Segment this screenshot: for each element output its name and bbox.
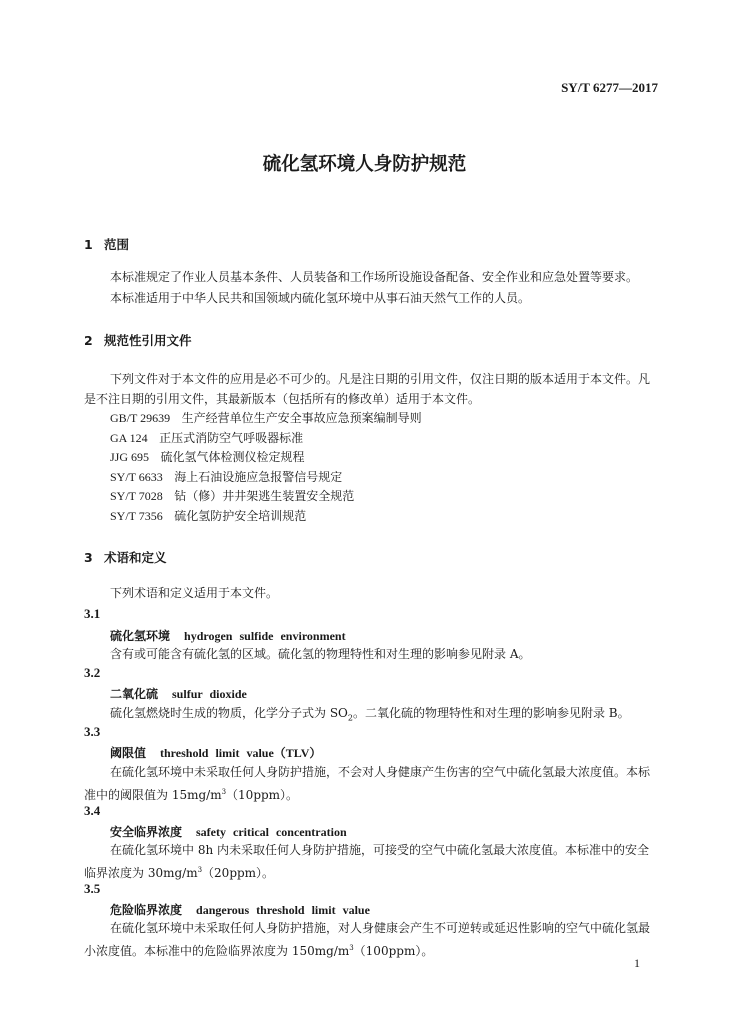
term-number: 3.1 xyxy=(84,606,101,621)
definition-text: （20ppm）。 xyxy=(202,865,275,880)
term-definition xyxy=(84,763,659,805)
scope-paragraph: 本标准适用于中华人民共和国领域内硫化氢环境中从事石油天然气工作的人员。 xyxy=(110,291,531,305)
reference-code: GB/T 29639 xyxy=(110,411,171,425)
term-definition: 含有或可能含有硫化氢的区域。硫化氢的物理特性和对生理的影响参见附录 A。 xyxy=(110,647,531,661)
term-chinese: 硫化氢环境 xyxy=(110,629,171,643)
subscript: 2 xyxy=(347,713,353,723)
section-number: 2 xyxy=(84,333,93,348)
term-chinese: 危险临界浓度 xyxy=(110,903,183,917)
superscript: 3 xyxy=(221,787,227,796)
section-heading-scope xyxy=(84,235,129,253)
term-chinese: 阈限值 xyxy=(110,746,147,760)
term-number: 3.5 xyxy=(84,881,101,896)
term-definition xyxy=(84,841,659,883)
term-number: 3.4 xyxy=(84,803,101,818)
term-number: 3.2 xyxy=(84,665,101,680)
reference-code: JJG 695 xyxy=(110,450,150,464)
reference-item xyxy=(110,507,306,527)
term-chinese: 二氧化硫 xyxy=(110,687,159,701)
section-heading-terms xyxy=(84,548,167,566)
definition-text: （10ppm）。 xyxy=(226,787,299,802)
term-definition xyxy=(84,919,659,961)
reference-title: 硫化氢气体检测仪检定规程 xyxy=(160,450,305,464)
reference-item xyxy=(110,429,303,449)
definition-text: 硫化氢燃烧时生成的物质，化学分子式为 SO xyxy=(110,706,348,720)
term-heading xyxy=(110,823,347,840)
reference-title: 钻（修）井井架逃生装置安全规范 xyxy=(174,489,355,503)
reference-item xyxy=(110,468,342,488)
definition-text: 在硫化氢环境中 8h 内未采取任何人身防护措施，可接受的空气中硫化氢最大浓度值。本标准中的安全临界浓度为 30mg/m xyxy=(84,843,649,880)
term-heading xyxy=(110,901,370,918)
term-number: 3.3 xyxy=(84,724,101,739)
terms-intro: 下列术语和定义适用于本文件。 xyxy=(110,586,279,600)
section-number: 1 xyxy=(84,237,93,252)
reference-title: 生产经营单位生产安全事故应急预案编制导则 xyxy=(181,411,422,425)
definition-text: 在硫化氢环境中未采取任何人身防护措施，不会对人身健康产生伤害的空气中硫化氢最大浓度值。本标准中的阈限值为 15mg/m xyxy=(84,765,651,802)
reference-item xyxy=(110,448,304,468)
scope-paragraph: 本标准规定了作业人员基本条件、人员装备和工作场所设施设备配备、安全作业和应急处置等要求。 xyxy=(110,270,639,284)
term-definition xyxy=(84,704,659,728)
standard-code: SY/T 6277—2017 xyxy=(561,80,658,95)
definition-text: 在硫化氢环境中未采取任何人身防护措施，对人身健康会产生不可逆转或延迟性影响的空气中硫化氢最小浓度值。本标准中的危险临界浓度为 150mg/m xyxy=(84,921,651,958)
reference-code: SY/T 6633 xyxy=(110,470,163,484)
definition-text: （100ppm）。 xyxy=(353,943,434,958)
references-intro: 下列文件对于本文件的应用是必不可少的。凡是注日期的引用文件，仅注日期的版本适用于本文件。凡是不注日期的引用文件，其最新版本（包括所有的修改单）适用于本文件。 xyxy=(84,372,651,406)
reference-item xyxy=(110,409,422,429)
term-english: safety critical concentration xyxy=(196,825,347,839)
document-title: 硫化氢环境人身防护规范 xyxy=(262,154,467,175)
section-heading-normative-references xyxy=(84,331,192,349)
term-english: dangerous threshold limit value xyxy=(196,903,370,917)
term-heading xyxy=(110,685,247,702)
term-english: threshold limit value（TLV） xyxy=(160,746,322,760)
term-english: sulfur dioxide xyxy=(172,687,247,701)
section-number: 3 xyxy=(84,550,93,565)
reference-title: 正压式消防空气呼吸器标准 xyxy=(159,431,304,445)
section-title: 范围 xyxy=(104,237,130,252)
reference-title: 海上石油设施应急报警信号规定 xyxy=(174,470,343,484)
reference-title: 硫化氢防护安全培训规范 xyxy=(174,509,307,523)
superscript: 3 xyxy=(197,865,203,874)
reference-code: GA 124 xyxy=(110,431,148,445)
reference-code: SY/T 7028 xyxy=(110,489,163,503)
reference-item xyxy=(110,487,354,507)
definition-text: 。二氧化硫的物理特性和对生理的影响参见附录 B。 xyxy=(352,706,630,720)
page-number: 1 xyxy=(634,956,640,970)
term-english: hydrogen sulfide environment xyxy=(184,629,346,643)
superscript: 3 xyxy=(349,943,354,952)
term-heading xyxy=(110,744,321,761)
term-heading xyxy=(110,627,346,644)
section-title: 规范性引用文件 xyxy=(104,333,192,348)
reference-code: SY/T 7356 xyxy=(110,509,163,523)
term-chinese: 安全临界浓度 xyxy=(110,825,183,839)
section-title: 术语和定义 xyxy=(104,550,167,565)
